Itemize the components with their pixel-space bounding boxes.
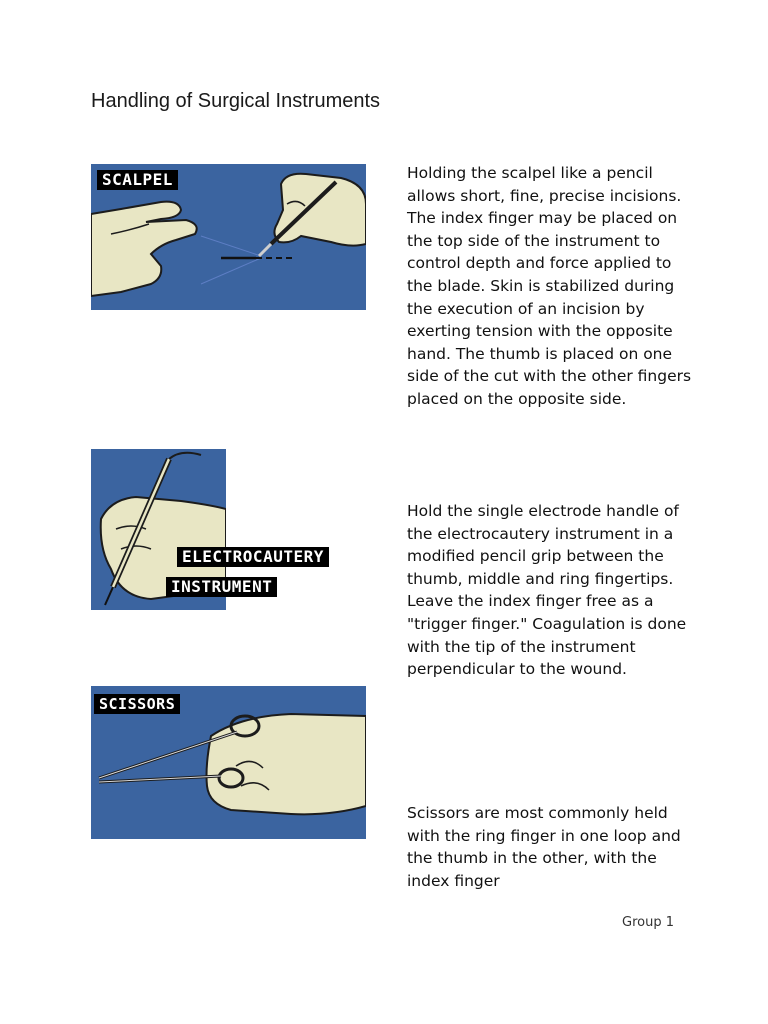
scalpel-description: Holding the scalpel like a pencil allows short, fine, precise incisions. The index finger may be placed on the top side of the instrument to control depth and force applied to the blade. Skin is stabilized during the execution of an incision by exerting tension with the opposite hand. The thumb is placed on one side of the cut with the other fingers placed on the opposite side. (407, 164, 692, 408)
electrocautery-label-line2: INSTRUMENT (166, 577, 277, 597)
page-footer: Group 1 (622, 915, 674, 930)
page-title: Handling of Surgical Instruments (91, 90, 381, 112)
scissors-label: SCISSORS (94, 694, 180, 714)
electrocautery-description: Hold the single electrode handle of the electrocautery instrument in a modified pencil grip between the thumb, middle and ring fingertips. Leave the index finger free as a "trigger finger." Coagulation is done with the tip of the instrument perpendicular to the wound. (407, 502, 687, 679)
scalpel-label: SCALPEL (97, 170, 178, 190)
scissors-description: Scissors are most commonly held with the ring finger in one loop and the thumb in the other, with the index finger (407, 804, 681, 890)
electrocautery-label-line1: ELECTROCAUTERY (177, 547, 329, 567)
